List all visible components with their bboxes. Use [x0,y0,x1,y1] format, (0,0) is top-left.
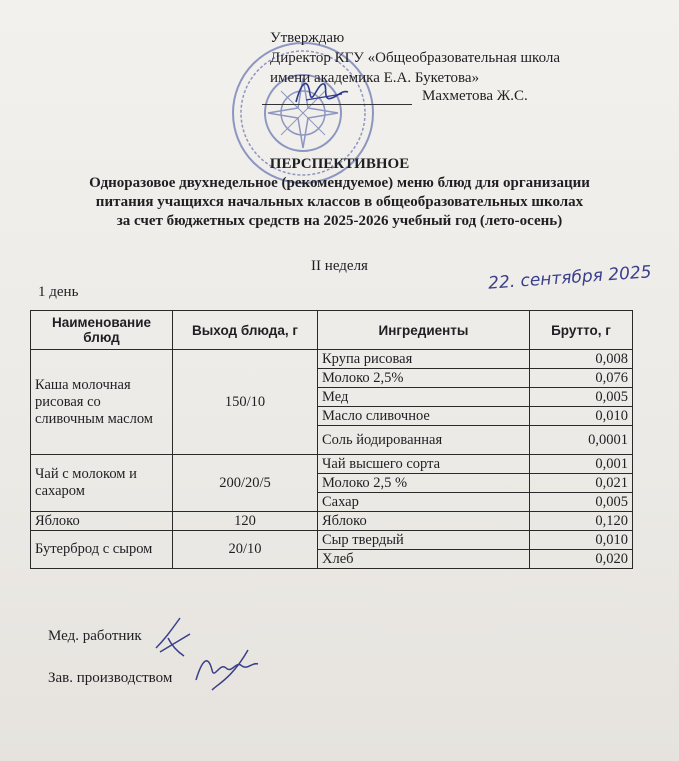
production-head-signature [192,640,262,700]
ingredient: Крупа рисовая [318,350,530,369]
week-label: II неделя [311,258,368,274]
dish-name: Чай с молоком и сахаром [31,455,173,512]
title-line-2: питания учащихся начальных классов в общеобразовательных школах [95,194,584,210]
ingredient: Сахар [318,493,530,512]
ingredient: Мед [318,388,530,407]
brutto: 0,021 [530,474,633,493]
brutto: 0,010 [530,407,633,426]
table-row [31,531,633,550]
day-label: 1 день [38,284,79,300]
dish-name: Каша молочная рисовая со сливочным маслом [31,350,173,455]
ingredient: Масло сливочное [318,407,530,426]
brutto: 0,120 [530,512,633,531]
dish-output: 20/10 [173,531,318,569]
dish-output: 150/10 [173,350,318,455]
dish-output: 120 [173,512,318,531]
ingredient: Молоко 2,5% [318,369,530,388]
header-output: Выход блюда, г [173,311,318,350]
header-ingredients: Ингредиенты [318,311,530,350]
title-heading: ПЕРСПЕКТИВНОЕ [269,156,410,172]
approval-heading: Утверждаю [270,30,345,46]
header-brutto: Брутто, г [530,311,633,350]
approval-position: Директор КГУ «Общеобразовательная школа [270,50,561,66]
director-name: Махметова Ж.С. [422,88,528,104]
header-dish: Наименование блюд [31,311,173,350]
brutto: 0,005 [530,388,633,407]
production-head-label: Зав. производством [48,670,173,686]
ingredient: Соль йодированная [318,426,530,455]
brutto: 0,010 [530,531,633,550]
dish-output: 200/20/5 [173,455,318,512]
brutto: 0,008 [530,350,633,369]
brutto: 0,0001 [530,426,633,455]
dish-name: Яблоко [31,512,173,531]
ingredient: Сыр твердый [318,531,530,550]
brutto: 0,076 [530,369,633,388]
menu-table [30,310,633,569]
director-signature [292,72,352,112]
title-line-1: Одноразовое двухнедельное (рекомендуемое) меню блюд для организации [89,175,590,191]
dish-name: Бутерброд с сыром [31,531,173,569]
ingredient: Молоко 2,5 % [318,474,530,493]
ingredient: Яблоко [318,512,530,531]
ingredient: Чай высшего сорта [318,455,530,474]
approval-school: имени академика Е.А. Букетова» [270,70,480,86]
table-row [31,512,633,531]
table-row [31,350,633,369]
title-line-3: за счет бюджетных средств на 2025-2026 учебный год (лето-осень) [116,213,563,229]
document-title [0,155,679,231]
table-row [31,455,633,474]
brutto: 0,001 [530,455,633,474]
brutto: 0,020 [530,550,633,569]
ingredient: Хлеб [318,550,530,569]
med-worker-label: Мед. работник [48,628,142,644]
brutto: 0,005 [530,493,633,512]
table-header-row [31,311,633,350]
handwritten-date: 22. сентября 2025 [487,262,653,294]
